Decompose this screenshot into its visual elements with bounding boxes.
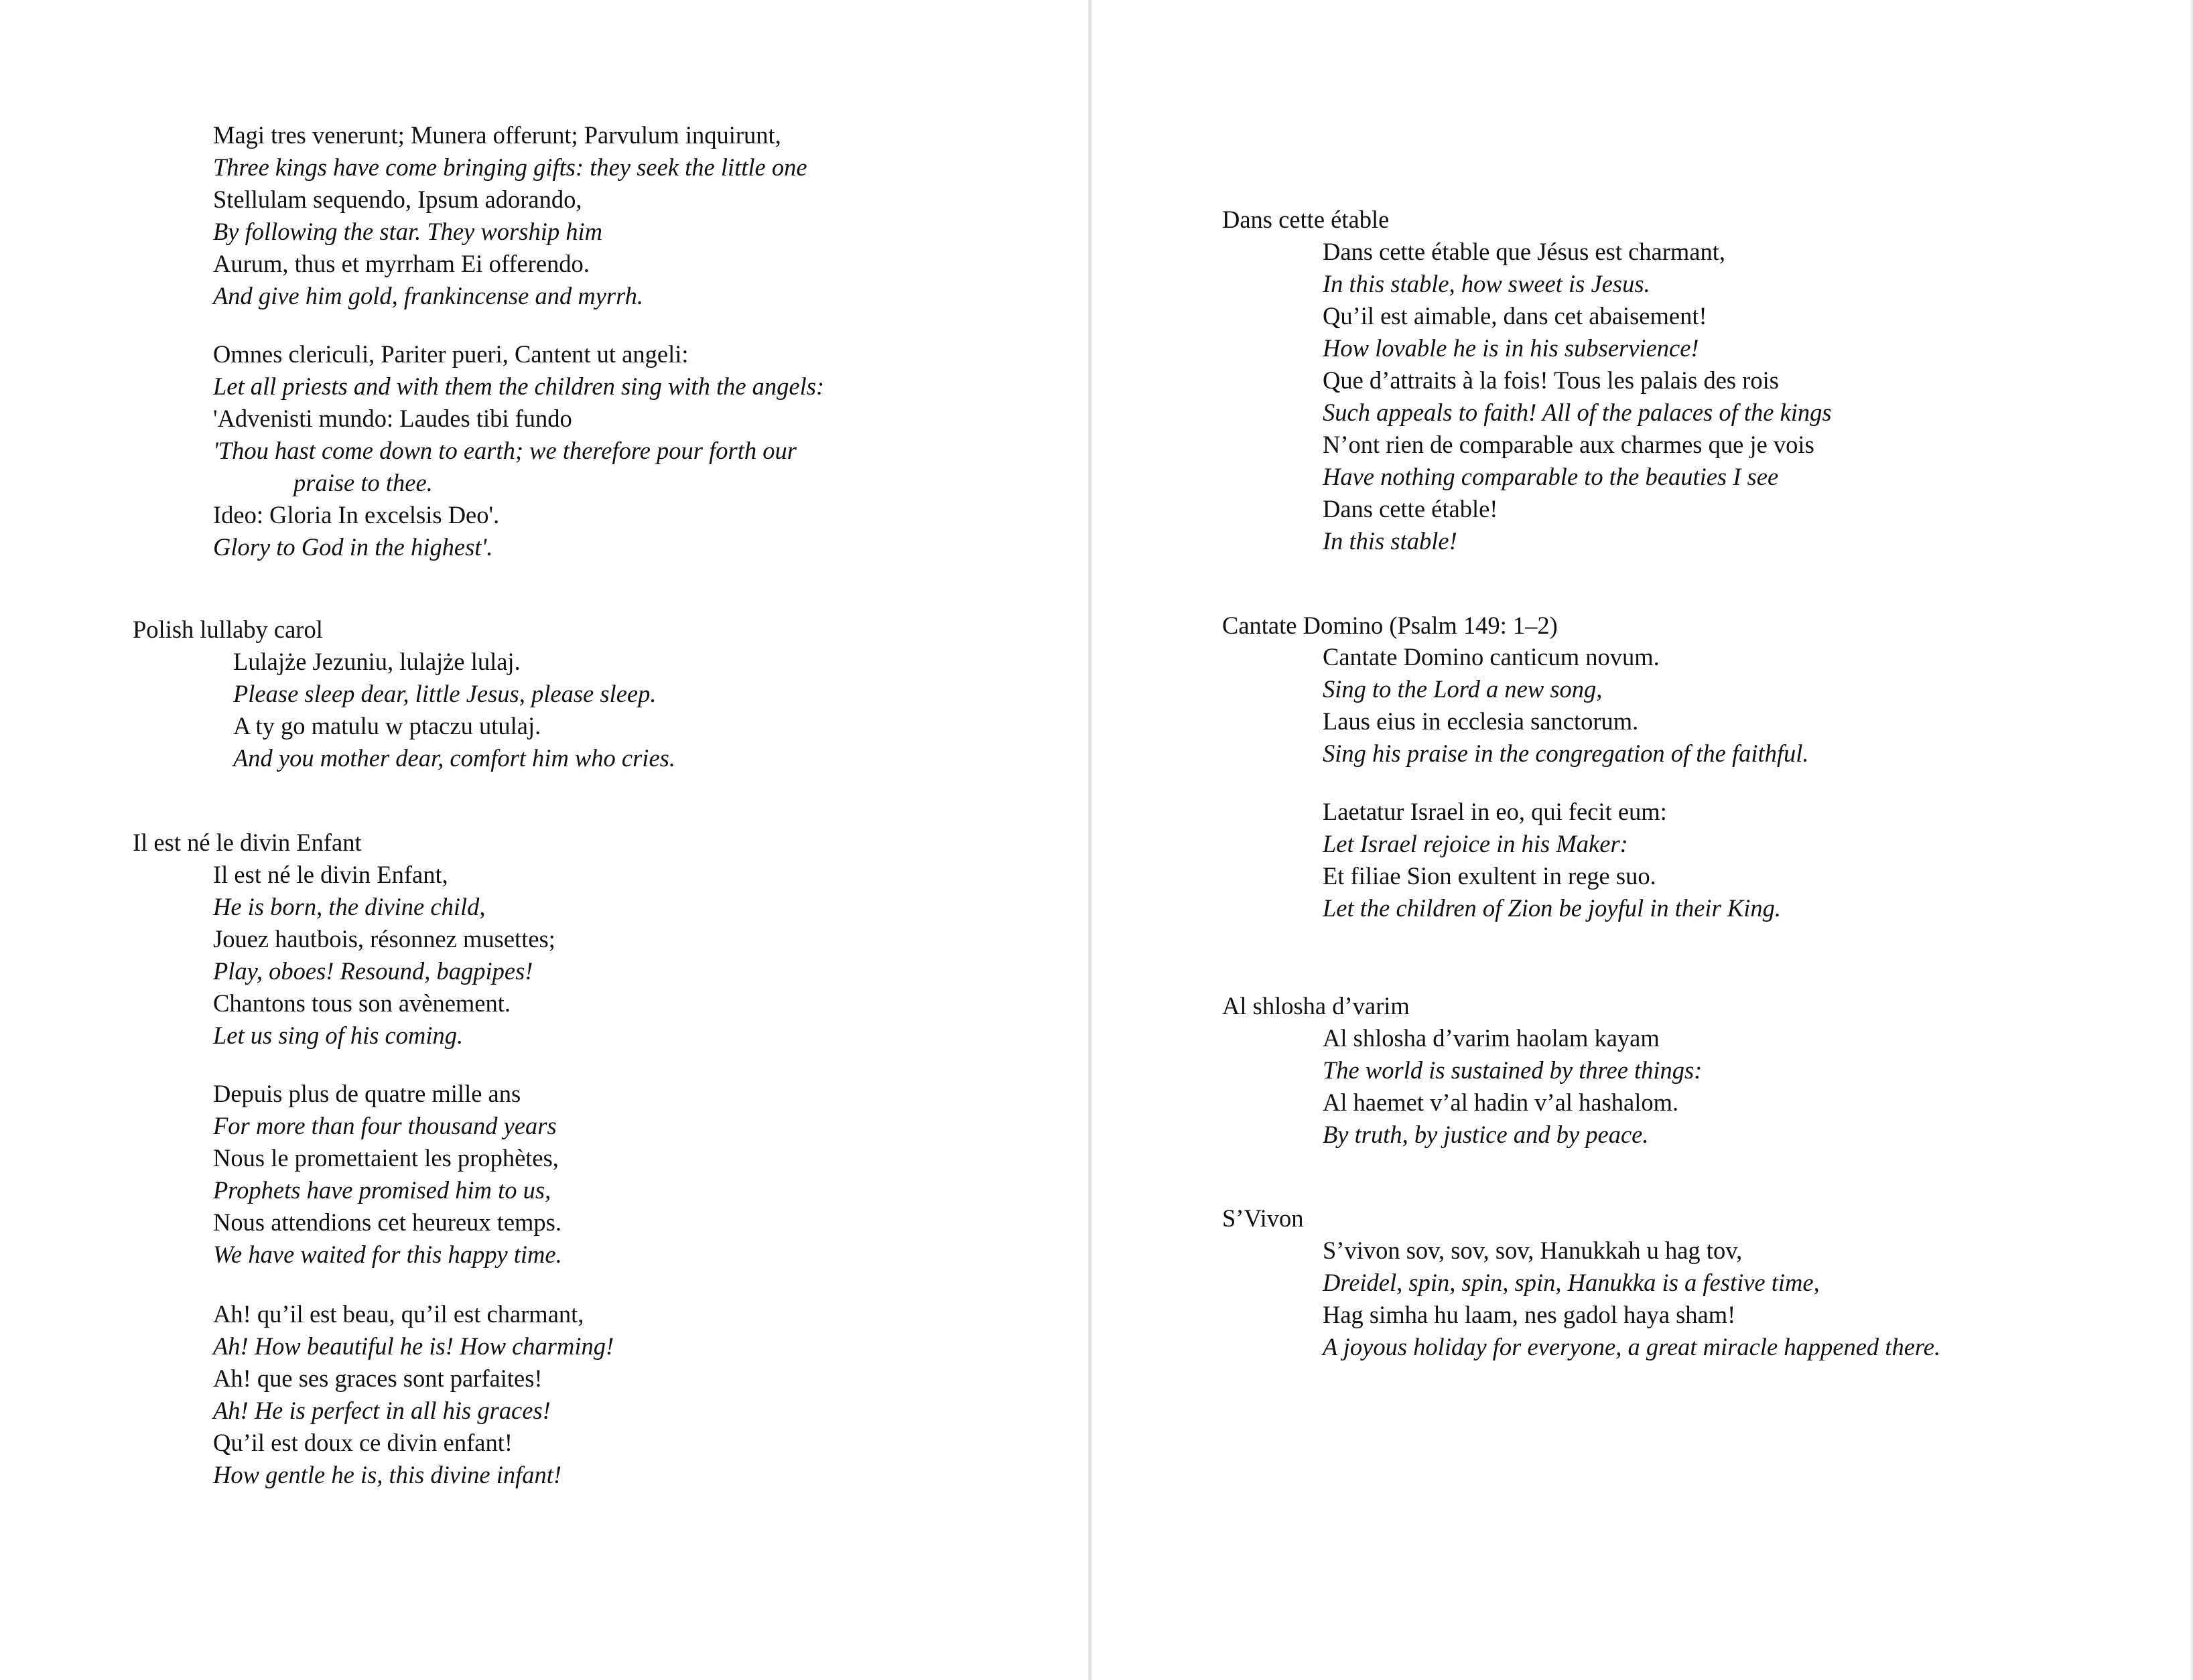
right-page bbox=[1092, 0, 2193, 1680]
lyric-line: Que d’attraits à la fois! Tous les palais des rois bbox=[1323, 366, 1779, 394]
translation-line: Let us sing of his coming. bbox=[213, 1022, 464, 1049]
magi-stanza-2 bbox=[213, 338, 824, 563]
cantate-domino-stanza-1 bbox=[1323, 641, 1809, 770]
lyric-line: Aurum, thus et myrrham Ei offerendo. bbox=[213, 250, 590, 277]
lyric-line: Dans cette étable! bbox=[1323, 495, 1498, 522]
polish-lullaby-lyrics bbox=[233, 646, 675, 774]
lyric-line: Nous attendions cet heureux temps. bbox=[213, 1208, 562, 1236]
translation-line: Let Israel rejoice in his Maker: bbox=[1323, 830, 1628, 857]
translation-line: Play, oboes! Resound, bagpipes! bbox=[213, 957, 533, 985]
translation-line: How lovable he is in his subservience! bbox=[1323, 334, 1699, 362]
il-est-ne-stanza-2 bbox=[213, 1078, 562, 1271]
translation-line: By truth, by justice and by peace. bbox=[1323, 1121, 1649, 1148]
left-page bbox=[0, 0, 1088, 1680]
translation-line: He is born, the divine child, bbox=[213, 893, 486, 920]
lyric-line: Stellulam sequendo, Ipsum adorando, bbox=[213, 186, 582, 213]
translation-line: Prophets have promised him to us, bbox=[213, 1176, 551, 1204]
lyric-line: Dans cette étable que Jésus est charmant, bbox=[1323, 238, 1726, 265]
translation-line: Sing to the Lord a new song, bbox=[1323, 675, 1603, 703]
lyric-line: Magi tres venerunt; Munera offerunt; Parvulum inquirunt, bbox=[213, 121, 781, 149]
lyric-line: Nous le promettaient les prophètes, bbox=[213, 1144, 559, 1172]
lyric-line: Chantons tous son avènement. bbox=[213, 989, 511, 1017]
translation-line: Please sleep dear, little Jesus, please sleep. bbox=[233, 680, 657, 707]
lyric-line: Depuis plus de quatre mille ans bbox=[213, 1080, 521, 1107]
lyric-line: Laetatur Israel in eo, qui fecit eum: bbox=[1323, 798, 1667, 825]
translation-line: By following the star. They worship him bbox=[213, 218, 602, 245]
translation-line: The world is sustained by three things: bbox=[1323, 1056, 1703, 1084]
lyric-line: Ah! que ses graces sont parfaites! bbox=[213, 1364, 543, 1392]
dans-cette-etable-lyrics bbox=[1323, 236, 1832, 557]
translation-line: Ah! He is perfect in all his graces! bbox=[213, 1397, 551, 1424]
lyric-line: Qu’il est doux ce divin enfant! bbox=[213, 1429, 513, 1456]
dans-cette-etable-title: Dans cette étable bbox=[1222, 206, 1390, 233]
translation-line: In this stable! bbox=[1323, 527, 1457, 555]
lyric-line: Et filiae Sion exultent in rege suo. bbox=[1323, 862, 1656, 890]
lyric-line: Omnes clericuli, Pariter pueri, Cantent ut angeli: bbox=[213, 340, 689, 368]
translation-line: Let all priests and with them the children sing with the angels: bbox=[213, 372, 825, 400]
translation-line: How gentle he is, this divine infant! bbox=[213, 1461, 562, 1488]
lyric-line: Laus eius in ecclesia sanctorum. bbox=[1323, 707, 1639, 735]
magi-stanza-1 bbox=[213, 119, 807, 312]
translation-line: For more than four thousand years bbox=[213, 1112, 557, 1139]
il-est-ne-title: Il est né le divin Enfant bbox=[133, 829, 362, 856]
lyric-line: Al haemet v’al hadin v’al hashalom. bbox=[1323, 1089, 1679, 1116]
lyric-line: 'Advenisti mundo: Laudes tibi fundo bbox=[213, 405, 572, 432]
lyric-line: Ah! qu’il est beau, qu’il est charmant, bbox=[213, 1300, 584, 1328]
translation-line: Let the children of Zion be joyful in their King. bbox=[1323, 894, 1781, 922]
translation-line: Glory to God in the highest'. bbox=[213, 533, 493, 561]
lyric-line: Qu’il est aimable, dans cet abaisement! bbox=[1323, 302, 1707, 330]
il-est-ne-stanza-3 bbox=[213, 1298, 614, 1491]
lyric-line: S’vivon sov, sov, sov, Hanukkah u hag tov, bbox=[1323, 1237, 1743, 1264]
translation-line: And give him gold, frankincense and myrrh. bbox=[213, 282, 644, 309]
translation-line: We have waited for this happy time. bbox=[213, 1241, 562, 1268]
lyric-line: Hag simha hu laam, nes gadol haya sham! bbox=[1323, 1301, 1736, 1328]
lyric-line: Lulajże Jezuniu, lulajże lulaj. bbox=[233, 648, 521, 675]
al-shlosha-lyrics bbox=[1323, 1022, 1702, 1151]
lyric-line: Il est né le divin Enfant, bbox=[213, 861, 448, 888]
translation-line: And you mother dear, comfort him who cries. bbox=[233, 744, 675, 772]
translation-line: Such appeals to faith! All of the palaces of the kings bbox=[1323, 399, 1832, 426]
translation-line: praise to thee. bbox=[293, 469, 433, 496]
translation-line: 'Thou hast come down to earth; we therefore pour forth our bbox=[213, 437, 797, 464]
lyric-line: Jouez hautbois, résonnez musettes; bbox=[213, 925, 555, 953]
translation-line: Have nothing comparable to the beauties I see bbox=[1323, 463, 1779, 490]
lyric-line: A ty go matulu w ptaczu utulaj. bbox=[233, 712, 541, 740]
al-shlosha-title: Al shlosha d’varim bbox=[1222, 992, 1410, 1020]
translation-line: A joyous holiday for everyone, a great miracle happened there. bbox=[1323, 1333, 1941, 1360]
translation-line: Dreidel, spin, spin, spin, Hanukka is a festive time, bbox=[1323, 1269, 1820, 1296]
lyric-line: N’ont rien de comparable aux charmes que je vois bbox=[1323, 431, 1814, 458]
polish-lullaby-title: Polish lullaby carol bbox=[133, 616, 323, 643]
cantate-domino-stanza-2 bbox=[1323, 796, 1781, 924]
svivon-title: S’Vivon bbox=[1222, 1204, 1304, 1232]
translation-line: In this stable, how sweet is Jesus. bbox=[1323, 270, 1650, 297]
lyric-line: Al shlosha d’varim haolam kayam bbox=[1323, 1024, 1660, 1052]
translation-line: Three kings have come bringing gifts: they seek the little one bbox=[213, 153, 807, 181]
lyric-line: Cantate Domino canticum novum. bbox=[1323, 643, 1660, 671]
translation-line: Ah! How beautiful he is! How charming! bbox=[213, 1332, 614, 1360]
svivon-lyrics bbox=[1323, 1235, 1940, 1363]
il-est-ne-stanza-1 bbox=[213, 859, 555, 1052]
translation-line: Sing his praise in the congregation of the faithful. bbox=[1323, 740, 1809, 767]
cantate-domino-title: Cantate Domino (Psalm 149: 1–2) bbox=[1222, 612, 1558, 639]
lyric-line: Ideo: Gloria In excelsis Deo'. bbox=[213, 501, 500, 529]
